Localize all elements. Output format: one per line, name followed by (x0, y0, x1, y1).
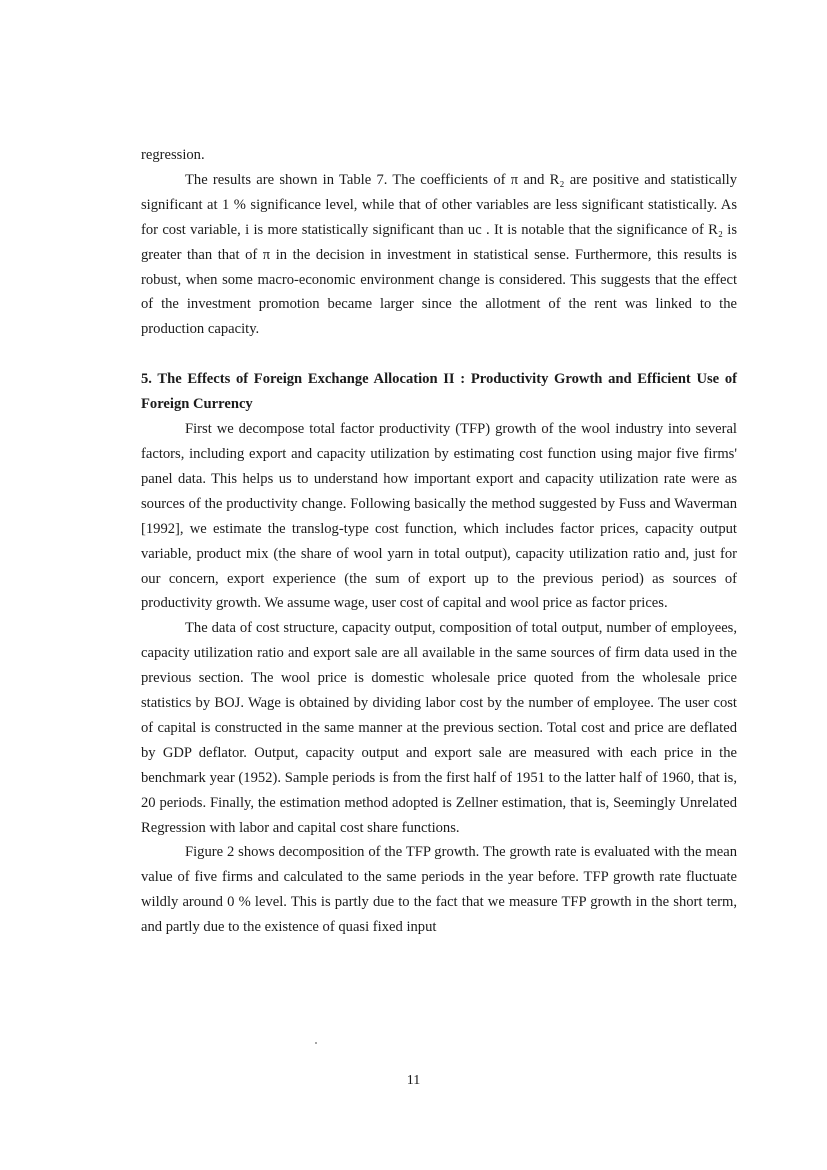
paragraph-results: The results are shown in Table 7. The coefficients of π and R₂ are positive and statistically significant at 1 % significance level, while that of other variables are less significant statistically. As for cost variable, i is more statistically significant than uc . It is notable that the significance of R₂ is greater than that of π in the decision in investment in statistical sense. Furthermore, this results is robust, when some macro-economic environment change is considered. This suggests that the effect of the investment promotion became larger since the allotment of the rent was linked to the production capacity. (141, 171, 737, 338)
section-heading: 5. The Effects of Foreign Exchange Allocation II : Productivity Growth and Efficient Use of Foreign Currency (141, 371, 737, 413)
paragraph-tfp-decomposition: First we decompose total factor productivity (TFP) growth of the wool industry into several factors, including export and capacity utilization by estimating cost function using major five firms' panel data. This helps us to understand how important export and capacity utilization rate were as sources of the productivity change. Following basically the method suggested by Fuss and Waverman [1992], we estimate the translog-type cost function, which includes factor prices, capacity output variable, product mix (the share of wool yarn in total output), capacity utilization ratio and, just for our concern, export experience (the sum of export up to the previous period) as sources of productivity growth. We assume wage, user cost of capital and wool price as factor prices. (141, 421, 737, 612)
page-number: 11 (406, 1073, 421, 1088)
paragraph-figure-2: Figure 2 shows decomposition of the TFP growth. The growth rate is evaluated with the mean value of five firms and calculated to the same periods in the year before. TFP growth rate fluctuate wildly around 0 % level. This is partly due to the fact that we measure TFP growth in the short term, and partly due to the existence of quasi fixed input (141, 844, 737, 936)
paragraph-data-sources: The data of cost structure, capacity output, composition of total output, number of employees, capacity utilization ratio and export sale are all available in the same sources of firm data used in the previous section. The wool price is domestic wholesale price quoted from the wholesale price statistics by BOJ. Wage is obtained by dividing labor cost by the number of employee. The user cost of capital is constructed in the same manner at the previous section. Total cost and price are deflated by GDP deflator. Output, capacity output and export sale are measured with each price in the benchmark year (1952). Sample periods is from the first half of 1951 to the latter half of 1960, that is, 20 periods. Finally, the estimation method adopted is Zellner estimation, that is, Seemingly Unrelated Regression with labor and capital cost share functions. (141, 620, 737, 836)
paragraph-regression-end: regression. (141, 147, 205, 163)
scan-speck (315, 1042, 317, 1044)
body-text (141, 143, 737, 940)
